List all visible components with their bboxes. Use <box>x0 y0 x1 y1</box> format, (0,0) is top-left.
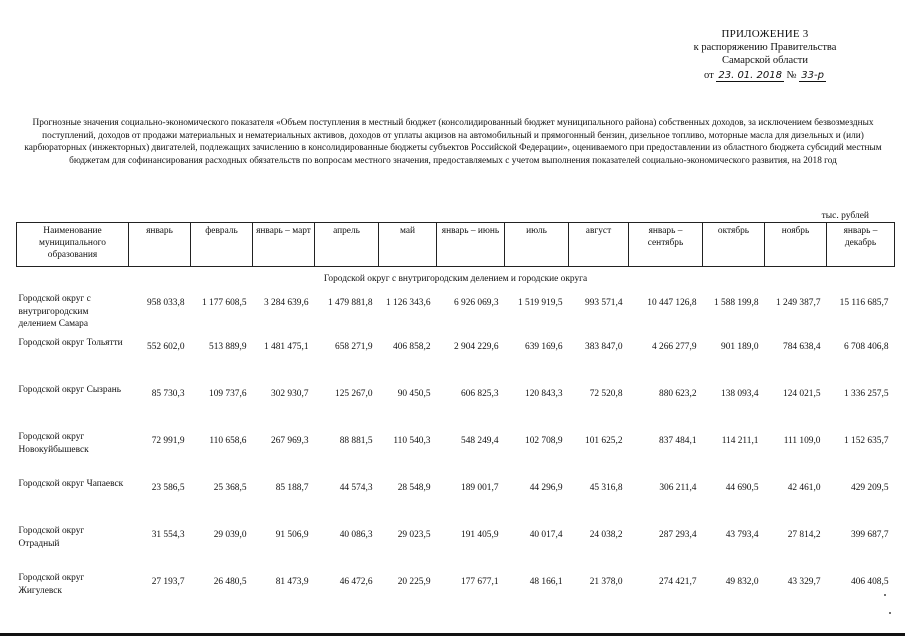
value-cell: 44 574,3 <box>339 483 373 494</box>
value-cell: 72 520,8 <box>589 389 623 400</box>
municipality-name: Городской округ Сызрань <box>18 385 122 396</box>
section-row <box>17 267 895 294</box>
value-cell: 23 586,5 <box>151 483 185 494</box>
value-cell: 24 038,2 <box>589 530 623 541</box>
value-cell: 383 847,0 <box>585 342 623 353</box>
value-cell: 189 001,7 <box>461 483 499 494</box>
value-cell: 4 266 277,9 <box>651 342 697 353</box>
value-cell: 837 484,1 <box>659 436 697 447</box>
value-cell: 85 730,3 <box>151 389 185 400</box>
value-cell: 2 904 229,6 <box>453 342 499 353</box>
value-cell: 1 479 881,8 <box>327 298 373 309</box>
table-row <box>17 431 895 478</box>
value-cell: 880 623,2 <box>659 389 697 400</box>
value-cell: 784 638,4 <box>783 342 821 353</box>
header-cell: май <box>379 223 437 267</box>
header-cell: февраль <box>191 223 253 267</box>
value-cell: 406 858,2 <box>393 342 431 353</box>
value-cell: 40 017,4 <box>529 530 563 541</box>
value-cell: 552 602,0 <box>147 342 185 353</box>
value-cell: 177 677,1 <box>461 577 499 588</box>
value-cell: 26 480,5 <box>213 577 247 588</box>
header-cell: август <box>569 223 629 267</box>
value-cell: 44 690,5 <box>725 483 759 494</box>
appendix-number: ПРИЛОЖЕНИЕ 3 <box>721 28 809 40</box>
value-cell: 306 211,4 <box>659 483 697 494</box>
appendix-line-2: Самарской области <box>722 55 808 66</box>
value-cell: 31 554,3 <box>151 530 185 541</box>
value-cell: 287 293,4 <box>659 530 697 541</box>
value-cell: 1 126 343,6 <box>385 298 431 309</box>
value-cell: 274 421,7 <box>659 577 697 588</box>
table-row <box>17 384 895 431</box>
municipality-name: Городской округ Новокуйбышевск <box>18 432 89 455</box>
value-cell: 1 588 199,8 <box>713 298 759 309</box>
header-cell: апрель <box>315 223 379 267</box>
scan-speck <box>889 612 891 614</box>
header-cell: январь – сентябрь <box>629 223 703 267</box>
document-title: Прогнозные значения социально-экономического показателя «Объем поступления в местный бюджет (консолидированный бюджет муниципального района) собственных доходов, за исключением безвозмездных поступлений, доходов от продажи материальных и нематериальных активов, доходов от уплаты акцизов на автомобильный и прямогонный бензин, дизельное топливо, моторные масла для дизельных и (или) карбюраторных (инжекторных) двигателей, подлежащих зачислению в консолидированные бюджеты субъектов Российской Федерации», оцениваемого при предоставлении из областного бюджета субсидий местным бюджетам для софинансирования расходных обязательств по вопросам местного значения, предоставляемых с учетом выполнения показателей социально-экономического развития, на 2018 год <box>24 118 882 166</box>
value-cell: 85 188,7 <box>275 483 309 494</box>
handwritten-date: 23. 01. 2018 <box>718 70 782 81</box>
table-body <box>17 267 895 620</box>
value-cell: 958 033,8 <box>147 298 185 309</box>
handwritten-number: 33-р <box>801 70 824 81</box>
value-cell: 90 450,5 <box>397 389 431 400</box>
value-cell: 101 625,2 <box>585 436 623 447</box>
value-cell: 399 687,7 <box>851 530 889 541</box>
header-cell: октябрь <box>703 223 765 267</box>
value-cell: 124 021,5 <box>783 389 821 400</box>
appendix-line-1: к распоряжению Правительства <box>693 42 837 53</box>
municipality-name: Городской округ Чапаевск <box>18 479 124 490</box>
value-cell: 125 267,0 <box>335 389 373 400</box>
municipality-name: Городской округ с внутригородским делением Самара <box>18 294 91 329</box>
value-cell: 138 093,4 <box>721 389 759 400</box>
value-cell: 40 086,3 <box>339 530 373 541</box>
value-cell: 72 991,9 <box>151 436 185 447</box>
value-cell: 429 209,5 <box>851 483 889 494</box>
scan-speck <box>884 594 886 596</box>
value-cell: 110 540,3 <box>393 436 431 447</box>
value-cell: 28 548,9 <box>397 483 431 494</box>
header-cell: ноябрь <box>765 223 827 267</box>
value-cell: 1 481 475,1 <box>263 342 309 353</box>
value-cell: 513 889,9 <box>209 342 247 353</box>
municipality-name: Городской округ Тольятти <box>18 338 123 349</box>
value-cell: 42 461,0 <box>787 483 821 494</box>
value-cell: 606 825,3 <box>461 389 499 400</box>
value-cell: 91 506,9 <box>275 530 309 541</box>
units-label: тыс. рублей <box>821 211 869 221</box>
value-cell: 1 177 608,5 <box>201 298 247 309</box>
value-cell: 901 189,0 <box>721 342 759 353</box>
value-cell: 48 166,1 <box>529 577 563 588</box>
value-cell: 6 926 069,3 <box>453 298 499 309</box>
value-cell: 46 472,6 <box>339 577 373 588</box>
value-cell: 3 284 639,6 <box>263 298 309 309</box>
header-cell: январь <box>129 223 191 267</box>
table-row <box>17 525 895 572</box>
value-cell: 15 116 685,7 <box>839 298 889 309</box>
municipality-name: Городской округ Отрадный <box>18 526 85 549</box>
value-cell: 29 023,5 <box>397 530 431 541</box>
bottom-rule <box>0 633 905 636</box>
header-cell: Наименование муниципального образования <box>17 223 129 267</box>
header-cell: январь – июнь <box>437 223 505 267</box>
section-title: Городской округ с внутригородским делением и городские округа <box>323 274 588 284</box>
value-cell: 993 571,4 <box>585 298 623 309</box>
value-cell: 44 296,9 <box>529 483 563 494</box>
value-cell: 27 814,2 <box>787 530 821 541</box>
value-cell: 29 039,0 <box>213 530 247 541</box>
value-cell: 49 832,0 <box>725 577 759 588</box>
value-cell: 302 930,7 <box>271 389 309 400</box>
value-cell: 20 225,9 <box>397 577 431 588</box>
table-row <box>17 337 895 384</box>
value-cell: 43 329,7 <box>787 577 821 588</box>
value-cell: 21 378,0 <box>589 577 623 588</box>
value-cell: 110 658,6 <box>209 436 247 447</box>
value-cell: 548 249,4 <box>461 436 499 447</box>
value-cell: 81 473,9 <box>275 577 309 588</box>
number-prefix: № <box>786 70 797 81</box>
value-cell: 45 316,8 <box>589 483 623 494</box>
value-cell: 1 336 257,5 <box>843 389 889 400</box>
value-cell: 1 249 387,7 <box>775 298 821 309</box>
header-cell: январь – март <box>253 223 315 267</box>
appendix-block <box>640 28 890 82</box>
table-row <box>17 572 895 619</box>
value-cell: 43 793,4 <box>725 530 759 541</box>
municipality-name: Городской округ Жигулевск <box>18 573 85 596</box>
value-cell: 1 152 635,7 <box>843 436 889 447</box>
value-cell: 406 408,5 <box>851 577 889 588</box>
value-cell: 658 271,9 <box>335 342 373 353</box>
table-header-row <box>17 223 895 267</box>
header-cell: январь – декабрь <box>827 223 895 267</box>
value-cell: 111 109,0 <box>783 436 821 447</box>
value-cell: 27 193,7 <box>151 577 185 588</box>
value-cell: 120 843,3 <box>525 389 563 400</box>
header-cell: июль <box>505 223 569 267</box>
value-cell: 25 368,5 <box>213 483 247 494</box>
value-cell: 109 737,6 <box>209 389 247 400</box>
value-cell: 639 169,6 <box>525 342 563 353</box>
table-row <box>17 293 895 337</box>
forecast-table <box>16 222 895 619</box>
appendix-date-line <box>640 69 890 82</box>
value-cell: 191 405,9 <box>461 530 499 541</box>
value-cell: 88 881,5 <box>339 436 373 447</box>
value-cell: 114 211,1 <box>721 436 759 447</box>
value-cell: 10 447 126,8 <box>647 298 697 309</box>
table-row <box>17 478 895 525</box>
value-cell: 6 708 406,8 <box>843 342 889 353</box>
value-cell: 1 519 919,5 <box>517 298 563 309</box>
value-cell: 102 708,9 <box>525 436 563 447</box>
date-prefix: от <box>704 70 714 81</box>
value-cell: 267 969,3 <box>271 436 309 447</box>
